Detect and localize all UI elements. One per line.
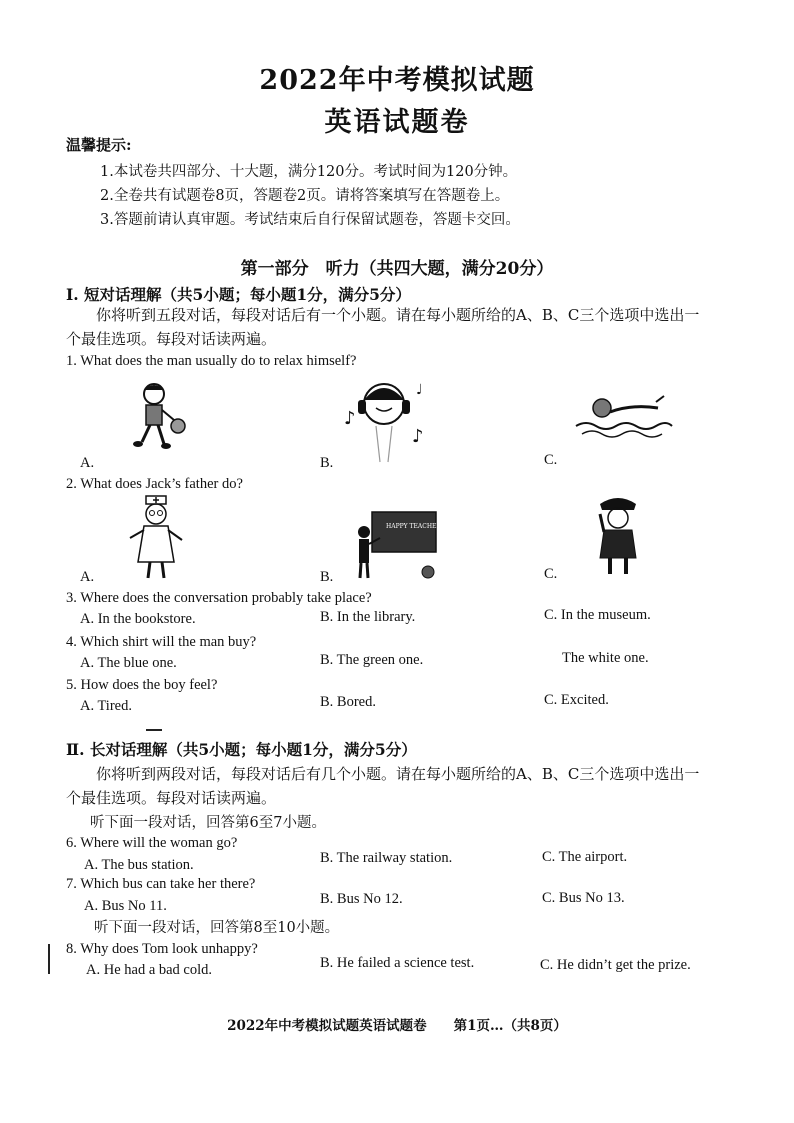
- tips-heading: 温馨提示:: [66, 136, 132, 154]
- option: B. He failed a science test.: [320, 955, 475, 971]
- question-2: 2. What does Jack’s father do?: [66, 476, 243, 492]
- board-text: HAPPY TEACHER'S DAY: [386, 523, 462, 530]
- option: B. In the library.: [320, 609, 416, 625]
- question-4: 4. Which shirt will the man buy?: [66, 634, 257, 650]
- question-5: 5. How does the boy feel?: [66, 677, 218, 693]
- person-swimming-icon: [572, 392, 672, 440]
- svg-text:♪: ♪: [412, 426, 424, 447]
- option: A. The blue one.: [80, 655, 177, 671]
- teacher-at-blackboard-icon: [356, 508, 462, 580]
- dialogue2-note: 听下面一段对话，回答第8至10小题。: [94, 920, 340, 936]
- margin-mark: [48, 944, 50, 974]
- option: B. Bus No 12.: [320, 891, 403, 907]
- girl-listening-music-icon: [340, 374, 430, 466]
- question-8: 8. Why does Tom look unhappy?: [66, 941, 258, 957]
- option: C. Bus No 13.: [542, 890, 625, 906]
- option: A. In the bookstore.: [80, 611, 196, 627]
- tip-item: 1.本试卷共四部分、十大题，满分120分。考试时间为120分钟。: [100, 164, 518, 180]
- section1-instruction: 你将听到五段对话，每段对话后有一个小题。请在每小题所给的A、B、C三个选项中选出一: [96, 306, 700, 324]
- question-3: 3. Where does the conversation probably take place?: [66, 590, 372, 606]
- option: B. The railway station.: [320, 850, 453, 866]
- dialogue1-note: 听下面一段对话，回答第6至7小题。: [90, 815, 326, 831]
- svg-text:♪: ♪: [344, 408, 356, 429]
- option: The white one.: [562, 650, 649, 666]
- question-6: 6. Where will the woman go?: [66, 835, 238, 851]
- question-7: 7. Which bus can take her there?: [66, 876, 256, 892]
- option: C.: [544, 452, 558, 468]
- section2-instruction: 你将听到两段对话，每段对话后有几个小题。请在每小题所给的A、B、C三个选项中选出一: [96, 765, 700, 783]
- part1-heading: 第一部分 听力（共四大题，满分20分）: [240, 259, 554, 279]
- question-1: 1. What does the man usually do to relax himself?: [66, 353, 357, 369]
- section2-instruction: 个最佳选项。每段对话读两遍。: [66, 789, 277, 807]
- option: A.: [80, 569, 95, 585]
- option: B.: [320, 569, 334, 585]
- option: B. The green one.: [320, 652, 424, 668]
- page-title: 2022年中考模拟试题: [259, 65, 535, 96]
- option: A.: [80, 455, 95, 471]
- stray-mark: [146, 729, 162, 731]
- section1-heading: Ⅰ. 短对话理解（共5小题；每小题1分，满分5分）: [66, 285, 411, 304]
- police-officer-icon: [590, 494, 646, 576]
- section1-instruction: 个最佳选项。每段对话读两遍。: [66, 330, 277, 348]
- option: B.: [320, 455, 334, 471]
- option: B. Bored.: [320, 694, 376, 710]
- page-subtitle: 英语试题卷: [324, 107, 470, 138]
- boy-playing-basketball-icon: [120, 380, 200, 452]
- option: C. Excited.: [544, 692, 609, 708]
- tip-item: 2.全卷共有试题卷8页，答题卷2页。请将答案填写在答题卷上。: [100, 188, 510, 204]
- option: A. Bus No 11.: [84, 898, 167, 914]
- option: C. The airport.: [542, 849, 628, 865]
- doctor-icon: [124, 496, 188, 582]
- tip-item: 3.答题前请认真审题。考试结束后自行保留试题卷，答题卡交回。: [100, 212, 520, 228]
- option: C. In the museum.: [544, 607, 651, 623]
- option: C. He didn’t get the prize.: [540, 957, 691, 973]
- option: A. Tired.: [80, 698, 132, 714]
- section2-heading: Ⅱ. 长对话理解（共5小题；每小题1分，满分5分）: [66, 740, 417, 759]
- option: A. He had a bad cold.: [86, 962, 213, 978]
- option: A. The bus station.: [84, 857, 194, 873]
- option: C.: [544, 566, 558, 582]
- page-footer: 2022年中考模拟试题英语试题卷 第1页…（共8页）: [227, 1018, 567, 1034]
- svg-text:♩: ♩: [416, 382, 423, 398]
